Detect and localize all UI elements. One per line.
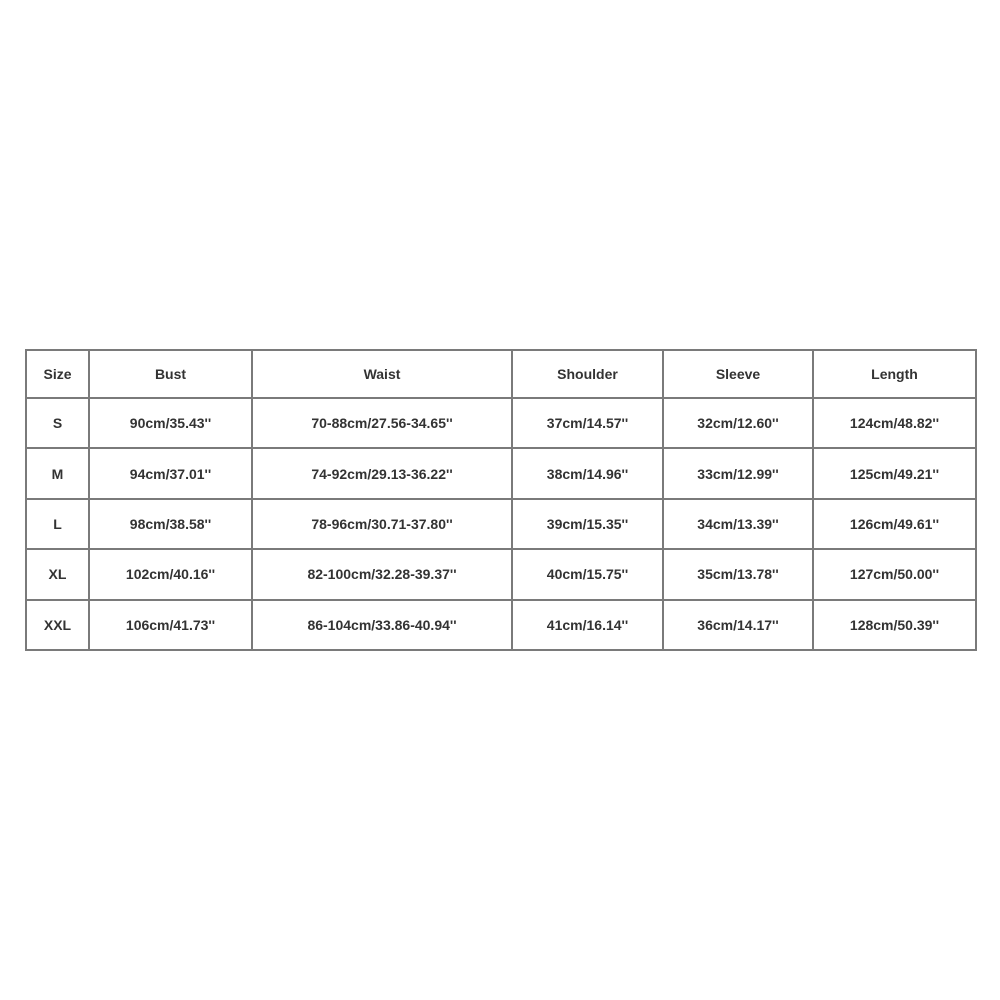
cell-sleeve: 35cm/13.78'' xyxy=(663,549,813,599)
cell-size: M xyxy=(26,448,89,498)
cell-waist: 78-96cm/30.71-37.80'' xyxy=(252,499,512,549)
table-row xyxy=(26,398,976,448)
header-shoulder: Shoulder xyxy=(512,350,663,398)
cell-bust: 98cm/38.58'' xyxy=(89,499,252,549)
table-row xyxy=(26,549,976,599)
cell-waist: 70-88cm/27.56-34.65'' xyxy=(252,398,512,448)
cell-size: S xyxy=(26,398,89,448)
cell-bust: 94cm/37.01'' xyxy=(89,448,252,498)
cell-sleeve: 36cm/14.17'' xyxy=(663,600,813,650)
header-length: Length xyxy=(813,350,976,398)
table-row xyxy=(26,448,976,498)
cell-waist: 82-100cm/32.28-39.37'' xyxy=(252,549,512,599)
cell-size: L xyxy=(26,499,89,549)
cell-bust: 90cm/35.43'' xyxy=(89,398,252,448)
cell-length: 124cm/48.82'' xyxy=(813,398,976,448)
cell-bust: 106cm/41.73'' xyxy=(89,600,252,650)
cell-shoulder: 40cm/15.75'' xyxy=(512,549,663,599)
header-size: Size xyxy=(26,350,89,398)
cell-length: 126cm/49.61'' xyxy=(813,499,976,549)
table-row xyxy=(26,499,976,549)
cell-bust: 102cm/40.16'' xyxy=(89,549,252,599)
header-sleeve: Sleeve xyxy=(663,350,813,398)
cell-shoulder: 38cm/14.96'' xyxy=(512,448,663,498)
size-chart-table xyxy=(25,349,977,651)
cell-length: 128cm/50.39'' xyxy=(813,600,976,650)
table-header-row xyxy=(26,350,976,398)
header-bust: Bust xyxy=(89,350,252,398)
cell-sleeve: 33cm/12.99'' xyxy=(663,448,813,498)
cell-sleeve: 32cm/12.60'' xyxy=(663,398,813,448)
header-waist: Waist xyxy=(252,350,512,398)
cell-waist: 86-104cm/33.86-40.94'' xyxy=(252,600,512,650)
cell-size: XXL xyxy=(26,600,89,650)
cell-sleeve: 34cm/13.39'' xyxy=(663,499,813,549)
cell-shoulder: 37cm/14.57'' xyxy=(512,398,663,448)
cell-shoulder: 39cm/15.35'' xyxy=(512,499,663,549)
cell-length: 127cm/50.00'' xyxy=(813,549,976,599)
cell-waist: 74-92cm/29.13-36.22'' xyxy=(252,448,512,498)
table-row xyxy=(26,600,976,650)
cell-shoulder: 41cm/16.14'' xyxy=(512,600,663,650)
cell-size: XL xyxy=(26,549,89,599)
cell-length: 125cm/49.21'' xyxy=(813,448,976,498)
